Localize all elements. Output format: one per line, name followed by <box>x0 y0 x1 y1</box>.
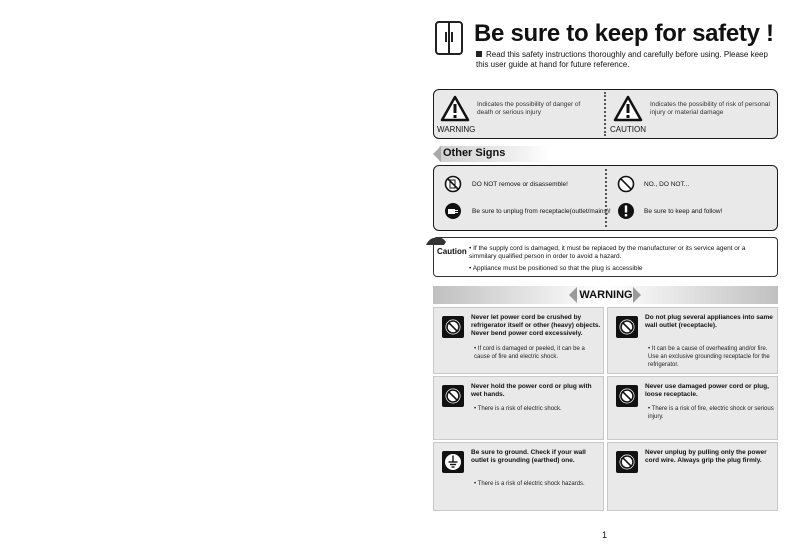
card-title: Never hold the power cord or plug with wet hands. <box>471 383 592 398</box>
warning-card <box>433 307 604 374</box>
unplug-icon <box>444 202 462 220</box>
warning-card <box>607 307 778 374</box>
mandatory-icon <box>617 202 635 220</box>
sign-text-unplug: Be sure to unplug from receptacle(outlet/mains)! <box>472 208 611 215</box>
chevron-right-icon <box>633 287 641 303</box>
warning-desc: Indicates the possibility of danger of death or serious injury <box>477 101 581 116</box>
card-note: • It can be a cause of overheating and/or fire. Use an exclusive grounding receptacle for the refrigerator. <box>648 346 770 368</box>
warning-title: WARNING <box>579 289 633 301</box>
sign-text-keep: Be sure to keep and follow! <box>644 208 723 215</box>
prohibited-icon <box>617 175 635 193</box>
card-title: Be sure to ground. Check if your wall outlet is grounding (earthed) one. <box>471 449 586 464</box>
card-note: • If cord is damaged or peeled, it can be a cause of fire and electric shock. <box>474 346 585 360</box>
caution-hand-icon <box>424 235 448 247</box>
sign-text-no: NO., DO NOT... <box>644 181 690 188</box>
other-signs-header <box>433 146 553 162</box>
page-number: 1 <box>602 530 608 540</box>
caution-label: Caution <box>437 247 467 256</box>
warning-card <box>607 376 778 440</box>
arrow-left-icon <box>433 146 441 162</box>
bullet-square-icon <box>476 51 482 57</box>
chevron-left-icon <box>569 287 577 303</box>
divider <box>605 169 607 227</box>
caution-label: CAUTION <box>610 125 646 134</box>
card-note: • There is a risk of electric shock hazards. <box>474 481 585 487</box>
warning-card <box>433 442 604 511</box>
caution-desc: Indicates the possibility of risk of personal injury or material damage <box>650 101 770 116</box>
divider <box>604 92 606 136</box>
warning-triangle-icon <box>440 95 470 122</box>
card-title: Never use damaged power cord or plug, loose receptacle. <box>645 383 769 398</box>
prohibited-icon <box>616 385 638 407</box>
intro-text: Read this safety instructions thoroughly and carefully before using. Please keep this user guide at hand for future reference. <box>476 50 768 69</box>
warning-label: WARNING <box>437 125 476 134</box>
page-title: Be sure to keep for safety ! <box>474 20 774 47</box>
ground-icon <box>442 451 464 473</box>
card-note: • There is a risk of electric shock. <box>474 406 562 412</box>
card-title: Do not plug several appliances into same wall outlet (receptacle). <box>645 314 773 329</box>
refrigerator-icon <box>434 20 464 56</box>
card-title: Never unplug by pulling only the power cord wire. Always grip the plug firmly. <box>645 449 767 464</box>
prohibited-icon <box>442 385 464 407</box>
caution-triangle-icon <box>613 95 643 122</box>
other-signs-title: Other Signs <box>443 147 506 159</box>
prohibited-icon <box>616 316 638 338</box>
no-disassemble-icon <box>444 175 462 193</box>
warning-banner <box>433 286 778 304</box>
caution-line-2: • Appliance must be positioned so that the plug is accessible <box>469 265 643 272</box>
prohibited-icon <box>442 316 464 338</box>
sign-text-disassemble: DO NOT remove or disassemble! <box>472 181 568 188</box>
warning-card <box>607 442 778 511</box>
card-title: Never let power cord be crushed by refrigerator itself or other (heavy) objects. Never bend power cord excessively. <box>471 314 601 337</box>
prohibited-icon <box>616 451 638 473</box>
card-note: • There is a risk of fire, electric shock or serious injury. <box>648 406 774 420</box>
caution-line-1: • If the supply cord is damaged, it must be replaced by the manufacturer or its service agent or a simmilary qualified person in order to avoid a hazard. <box>469 245 746 260</box>
warning-card <box>433 376 604 440</box>
